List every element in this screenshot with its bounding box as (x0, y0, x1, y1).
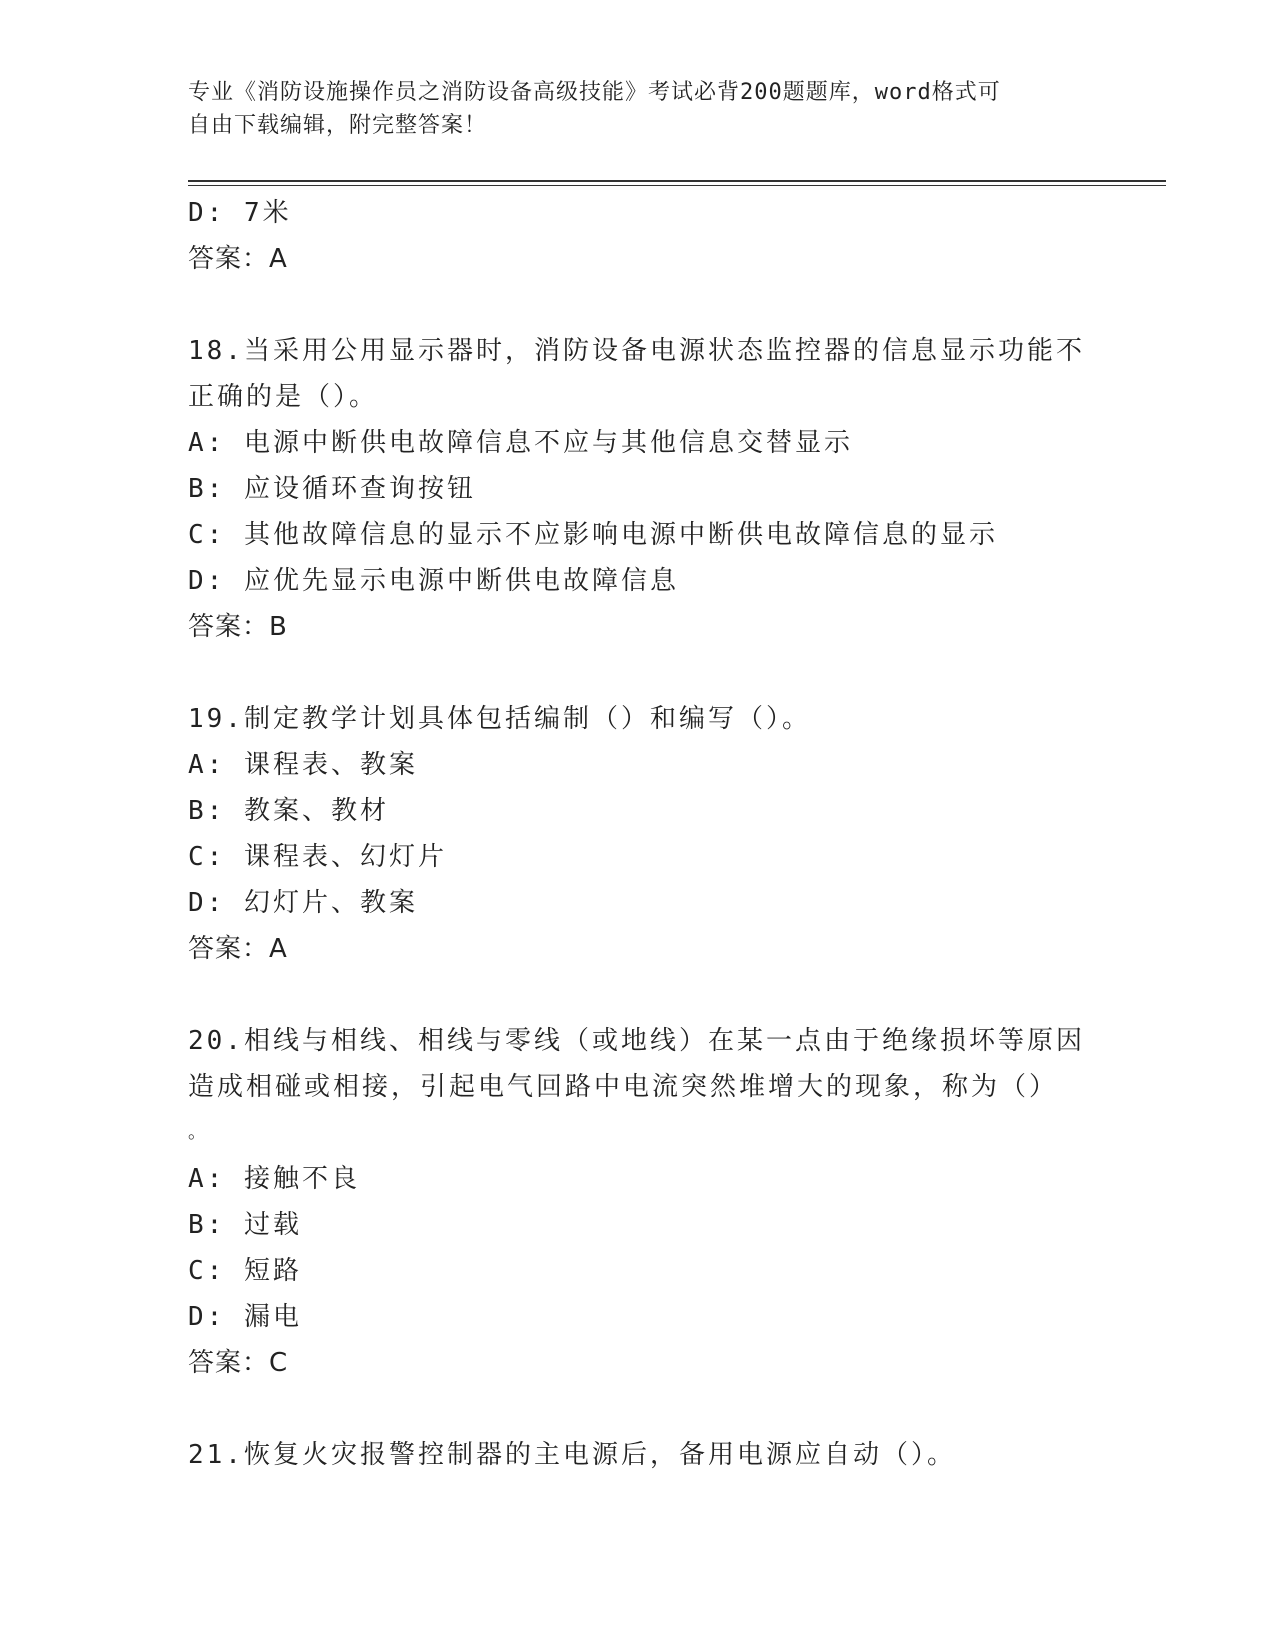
option-c: C: 短路 (188, 1256, 302, 1286)
header-divider-thin (188, 185, 1166, 186)
option-b: B: 应设循环查询按钮 (188, 474, 476, 504)
header-line-2: 自由下载编辑，附完整答案！ (188, 113, 488, 138)
question-stem: 18.当采用公用显示器时，消防设备电源状态监控器的信息显示功能不 (188, 336, 1085, 366)
question-stem: 造成相碰或相接，引起电气回路中电流突然堆增大的现象，称为（） (188, 1072, 1059, 1102)
option-d: D: 漏电 (188, 1302, 302, 1332)
question-stem: 20.相线与相线、相线与零线（或地线）在某一点由于绝缘损坏等原因 (188, 1026, 1085, 1056)
option-b: B: 教案、教材 (188, 796, 389, 826)
question-list (188, 190, 1118, 1478)
answer-line: 答案：A (188, 244, 288, 274)
option-d: D: 7米 (188, 198, 292, 228)
question-20 (188, 1018, 1118, 1386)
question-18 (188, 328, 1118, 650)
answer-line: 答案：C (188, 1348, 289, 1378)
question-19 (188, 696, 1118, 972)
option-a: A: 课程表、教案 (188, 750, 418, 780)
question-stem: 。 (188, 1122, 209, 1143)
answer-line: 答案：B (188, 612, 288, 642)
question-stem: 21.恢复火灾报警控制器的主电源后，备用电源应自动（）。 (188, 1440, 956, 1470)
header-divider (188, 180, 1166, 182)
option-b: B: 过载 (188, 1210, 302, 1240)
option-a: A: 接触不良 (188, 1164, 360, 1194)
question-stem: 19.制定教学计划具体包括编制（）和编写（）。 (188, 704, 811, 734)
question-21 (188, 1432, 1118, 1478)
answer-line: 答案：A (188, 934, 288, 964)
option-c: C: 其他故障信息的显示不应影响电源中断供电故障信息的显示 (188, 520, 998, 550)
document-header (188, 76, 1088, 142)
header-line-1: 专业《消防设施操作员之消防设备高级技能》考试必背200题题库，word格式可 (188, 80, 1001, 105)
option-d: D: 幻灯片、教案 (188, 888, 418, 918)
option-a: A: 电源中断供电故障信息不应与其他信息交替显示 (188, 428, 853, 458)
option-d: D: 应优先显示电源中断供电故障信息 (188, 566, 679, 596)
option-c: C: 课程表、幻灯片 (188, 842, 447, 872)
question-stem: 正确的是（）。 (188, 382, 379, 412)
